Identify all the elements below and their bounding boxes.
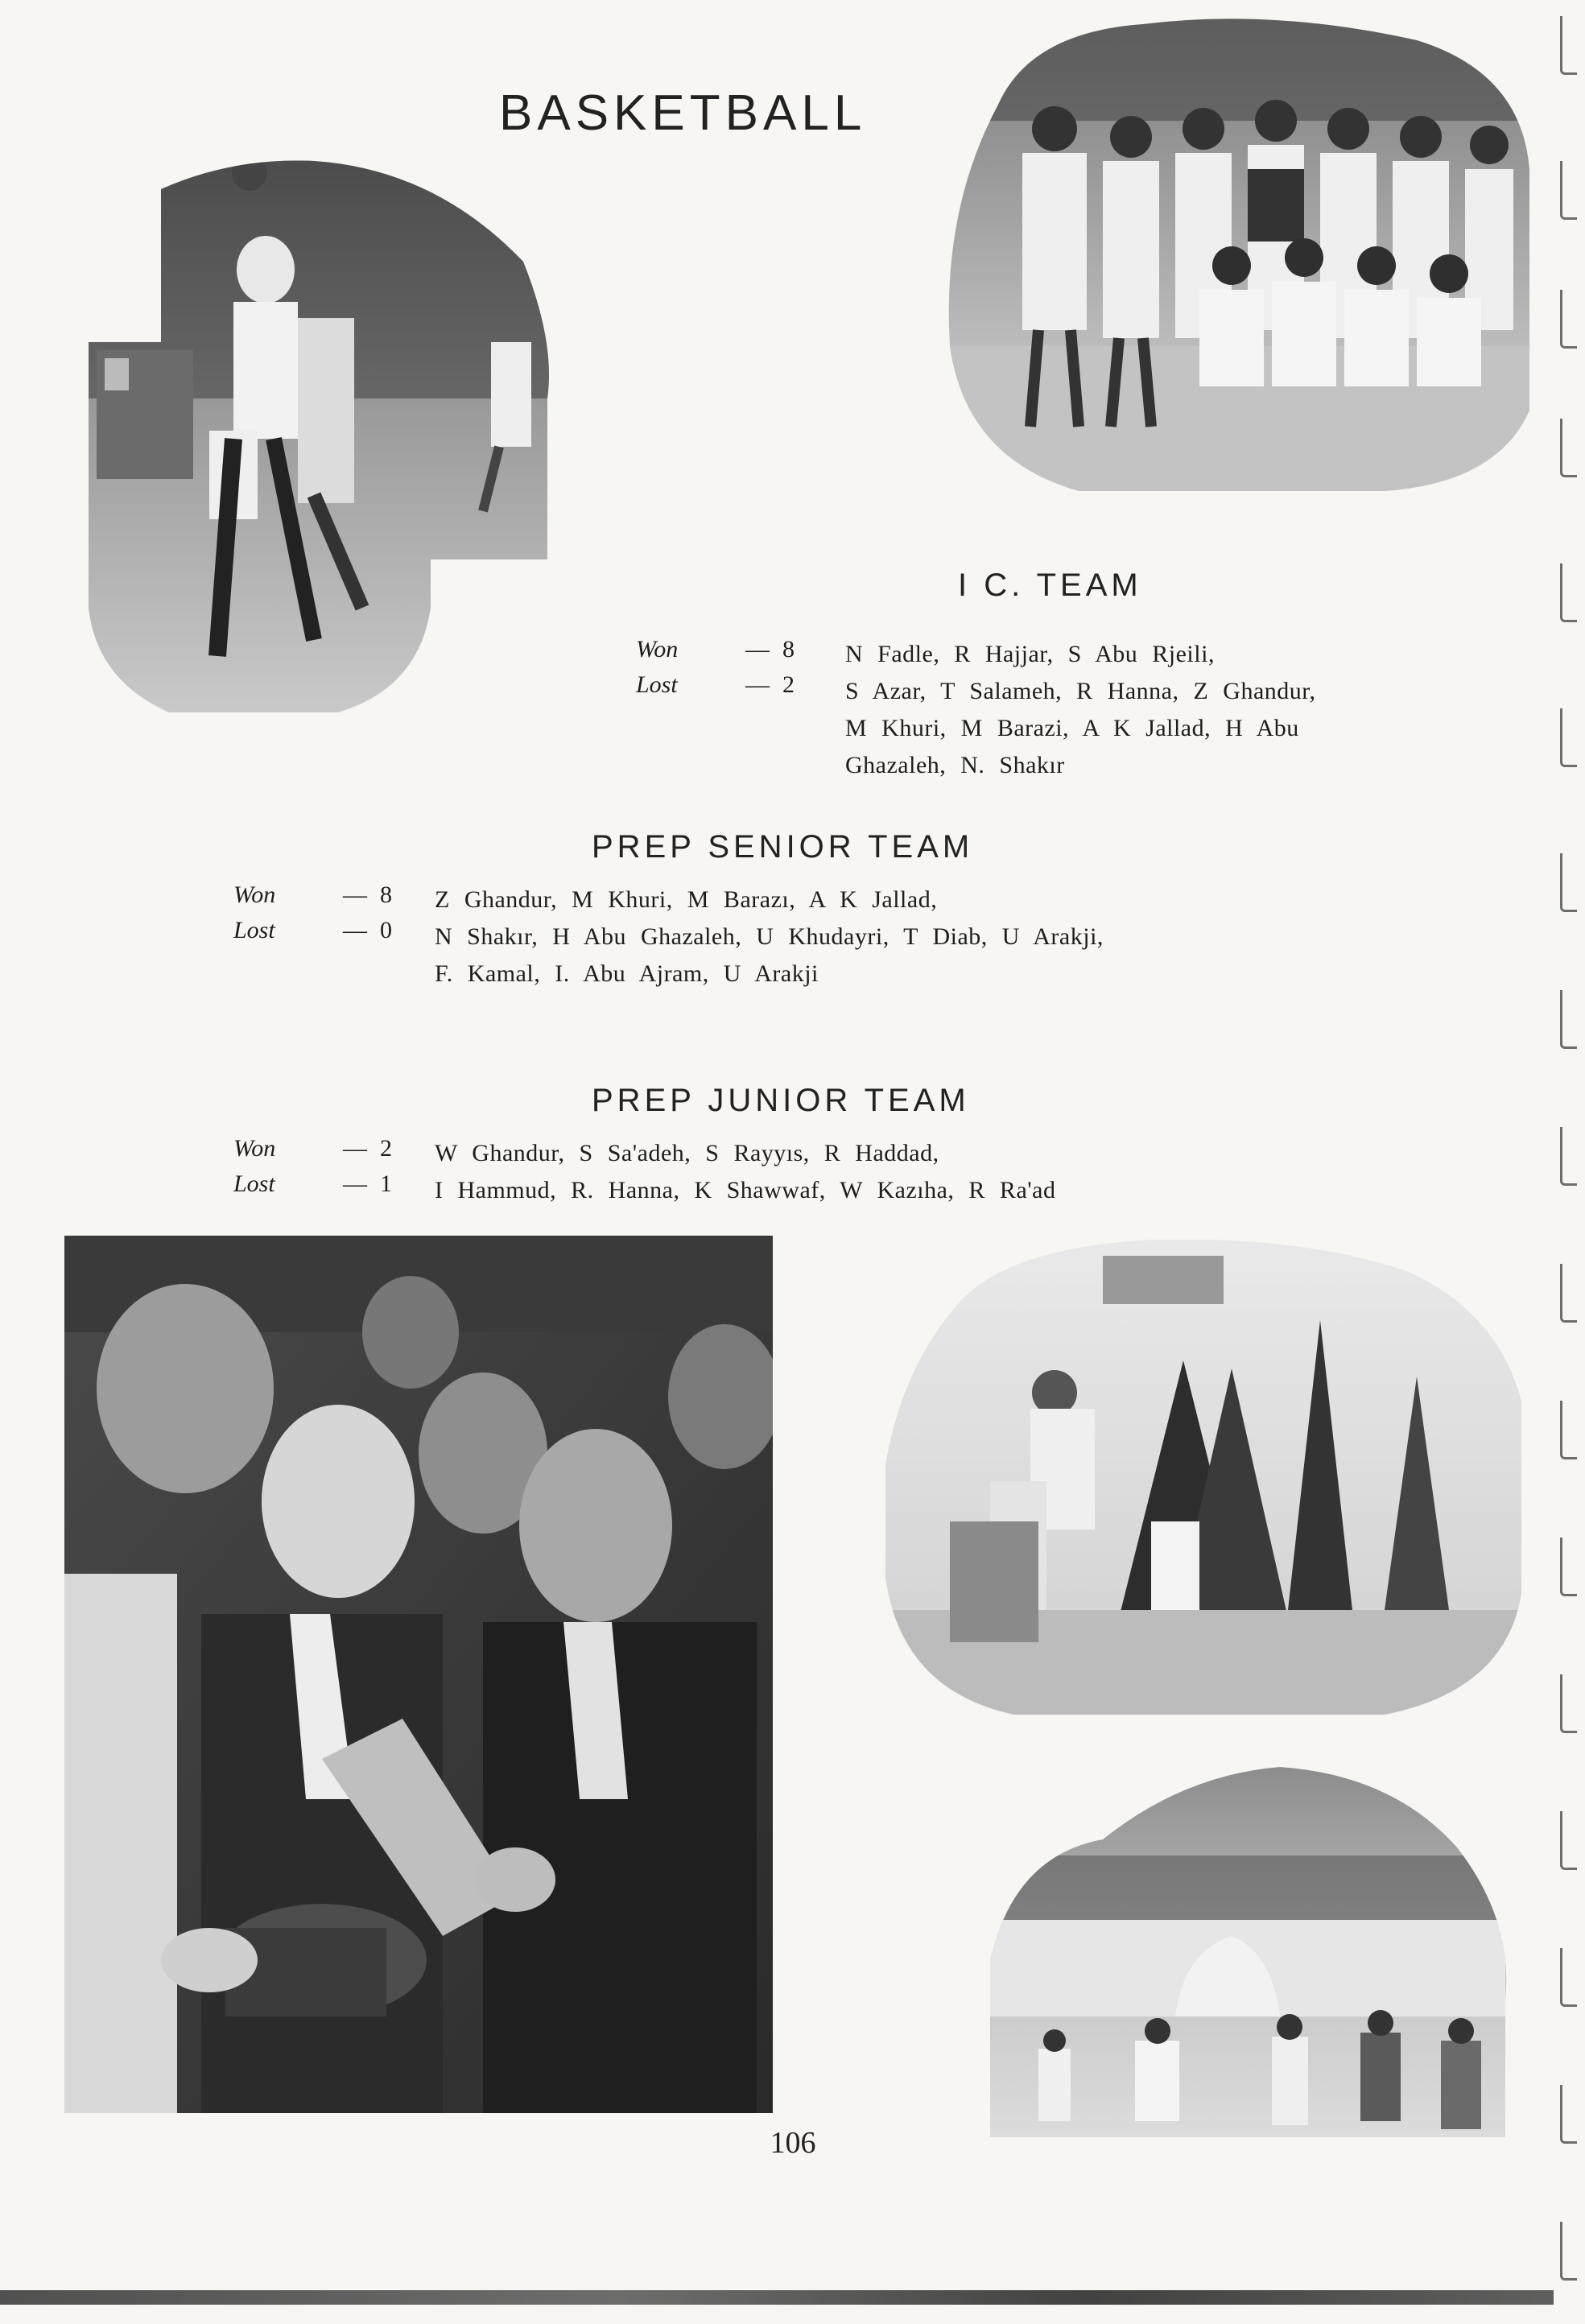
won-value: 8 [380,881,392,908]
prep-senior-roster [435,881,1104,993]
roster-line: Ghazaleh, N. Shakır [845,752,1065,778]
bottom-edge-shadow [0,2290,1554,2305]
roster-line: N Fadle, R Hajjar, S Abu Rjeili, [845,641,1215,667]
roster-line: F. Kamal, I. Abu Ajram, U Arakji [435,960,819,987]
won-dash: — [343,1135,367,1162]
won-dash: — [343,881,367,908]
basketball-action-photo [72,157,555,712]
lost-value: 1 [380,1170,392,1197]
lost-label: Lost [636,671,678,698]
lost-value: 2 [782,671,795,698]
won-label: Won [233,1135,276,1162]
roster-line: Z Ghandur, M Khuri, M Barazı, A K Jallad, [435,886,938,913]
ic-team-record [636,632,795,703]
section-heading-ic-team: I C. TEAM [958,568,1142,603]
lost-dash: — [343,917,367,943]
prep-junior-record [233,1131,392,1202]
outdoor-court-photo [885,1240,1529,1715]
page-title: BASKETBALL [499,85,867,141]
lost-label: Lost [233,917,275,943]
won-value: 8 [782,636,795,663]
won-value: 2 [380,1135,392,1162]
roster-line: M Khuri, M Barazi, A K Jallad, H Abu [845,715,1299,741]
ic-team-roster [845,636,1316,784]
ic-team-photo [934,8,1546,491]
won-label: Won [233,881,276,908]
prep-senior-record [233,877,392,948]
section-heading-prep-senior: PREP SENIOR TEAM [592,829,974,865]
outdoor-game-photo [942,1759,1521,2137]
lost-value: 0 [380,917,392,943]
roster-line: N Shakır, H Abu Ghazaleh, U Khudayri, T Diab, U Arakji, [435,923,1104,950]
lost-dash: — [745,671,770,698]
roster-line: S Azar, T Salameh, R Hanna, Z Ghandur, [845,678,1316,704]
prep-junior-roster [435,1135,1055,1209]
roster-line: W Ghandur, S Sa'adeh, S Rayyıs, R Haddad, [435,1140,939,1166]
won-label: Won [636,636,679,663]
page-number: 106 [770,2126,816,2160]
roster-line: I Hammud, R. Hanna, K Shawwaf, W Kazıha, R Ra'ad [435,1177,1056,1203]
won-dash: — [745,636,770,663]
lost-dash: — [343,1170,367,1197]
lost-label: Lost [233,1170,275,1197]
trophy-celebration-photo [64,1236,773,2113]
section-heading-prep-junior: PREP JUNIOR TEAM [592,1083,970,1118]
